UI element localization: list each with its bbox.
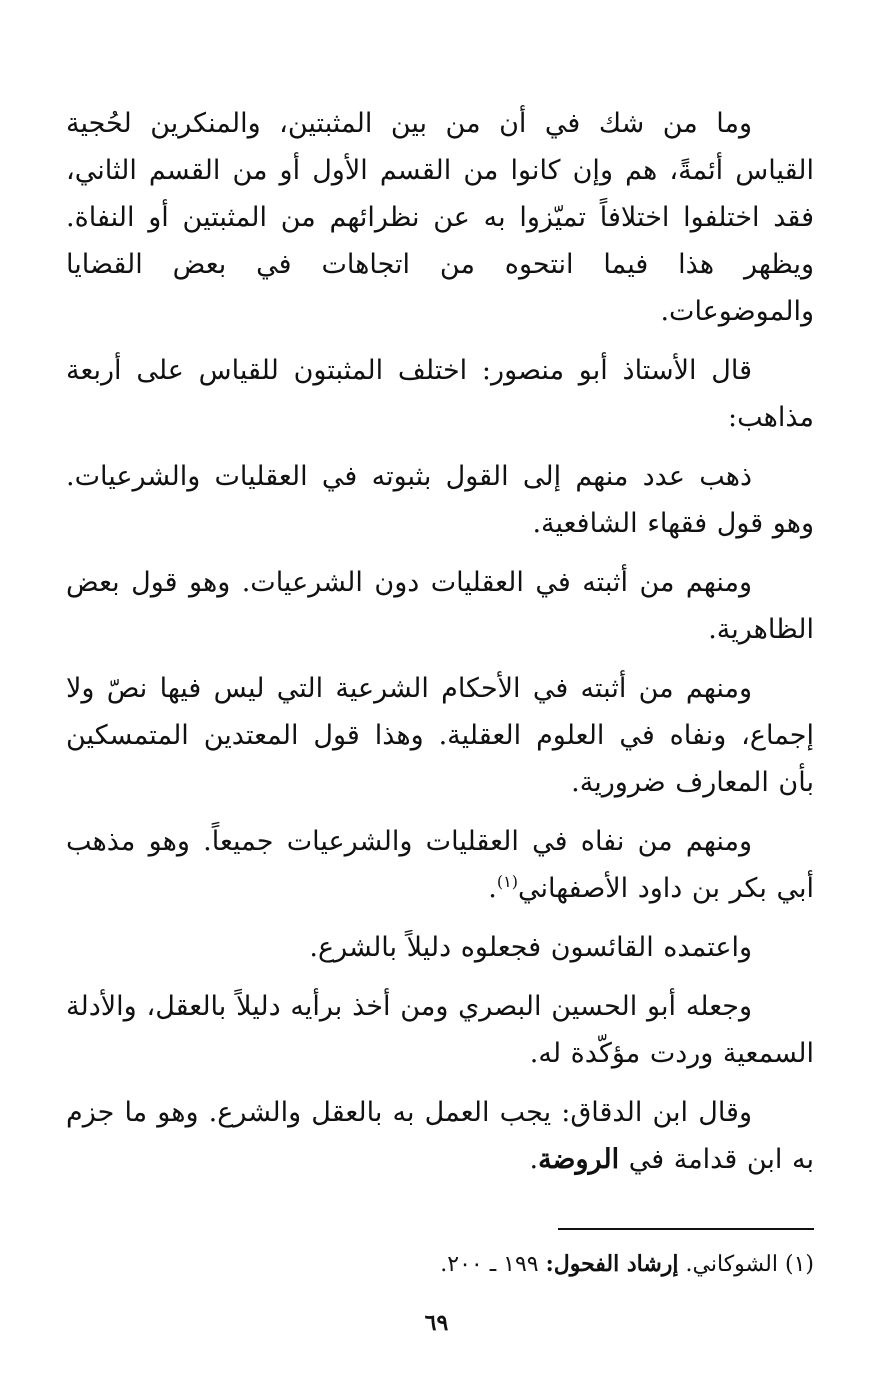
paragraph-8: وجعله أبو الحسين البصري ومن أخذ برأيه دليلاً بالعقل، والأدلة السمعية وردت مؤكّدة له. [66, 991, 814, 1069]
footnote-book: إرشاد الفحول: [545, 1251, 679, 1277]
page-body [66, 100, 814, 1183]
paragraph-4: ومنهم من أثبته في العقليات دون الشرعيات. وهو قول بعض الظاهرية. [66, 567, 814, 645]
paragraph-6-end: . [488, 873, 497, 904]
footnote-pages: ١٩٩ ـ ٢٠٠. [440, 1252, 539, 1277]
footnote-reference[interactable]: (١) [496, 872, 518, 891]
paragraph-2: قال الأستاذ أبو منصور: اختلف المثبتون للقياس على أربعة مذاهب: [66, 355, 814, 433]
paragraph-9-text: وقال ابن الدقاق: يجب العمل به بالعقل والشرع. وهو ما جزم به ابن قدامة في [66, 1097, 814, 1175]
paragraph-3: ذهب عدد منهم إلى القول بثبوته في العقليات والشرعيات. وهو قول فقهاء الشافعية. [66, 461, 814, 539]
paragraph-7: واعتمده القائسون فجعلوه دليلاً بالشرع. [309, 932, 752, 963]
footnote-divider [558, 1228, 814, 1230]
paragraph-9-end: . [529, 1144, 539, 1175]
paragraph-1: وما من شك في أن من بين المثبتين، والمنكرين لحُجية القياس أئمةً، هم وإن كانوا من القسم الأول أو من القسم الثاني، فقد اختلفوا اختلافاً تميّزوا به عن نظرائهم من المثبتين أو النفاة. ويظهر هذا فيما انتحوه من اتجاهات في بعض القضايا والموضوعات. [66, 108, 814, 327]
paragraph-9 [66, 1089, 814, 1183]
footnote-number: (١) [784, 1252, 814, 1277]
footnote [66, 1246, 814, 1283]
paragraph-6 [66, 818, 814, 912]
book-title-rawda: الروضة [538, 1144, 620, 1175]
page-number: ٦٩ [424, 1310, 449, 1336]
paragraph-6-text: ومنهم من نفاه في العقليات والشرعيات جميعاً. وهو مذهب أبي بكر بن داود الأصفهاني [66, 826, 814, 904]
paragraph-5: ومنهم من أثبته في الأحكام الشرعية التي ليس فيها نصّ ولا إجماع، ونفاه في العلوم العقلية. وهذا قول المعتدين المتمسكين بأن المعارف ضرورية. [66, 673, 814, 798]
footnote-author: الشوكاني. [685, 1252, 778, 1277]
